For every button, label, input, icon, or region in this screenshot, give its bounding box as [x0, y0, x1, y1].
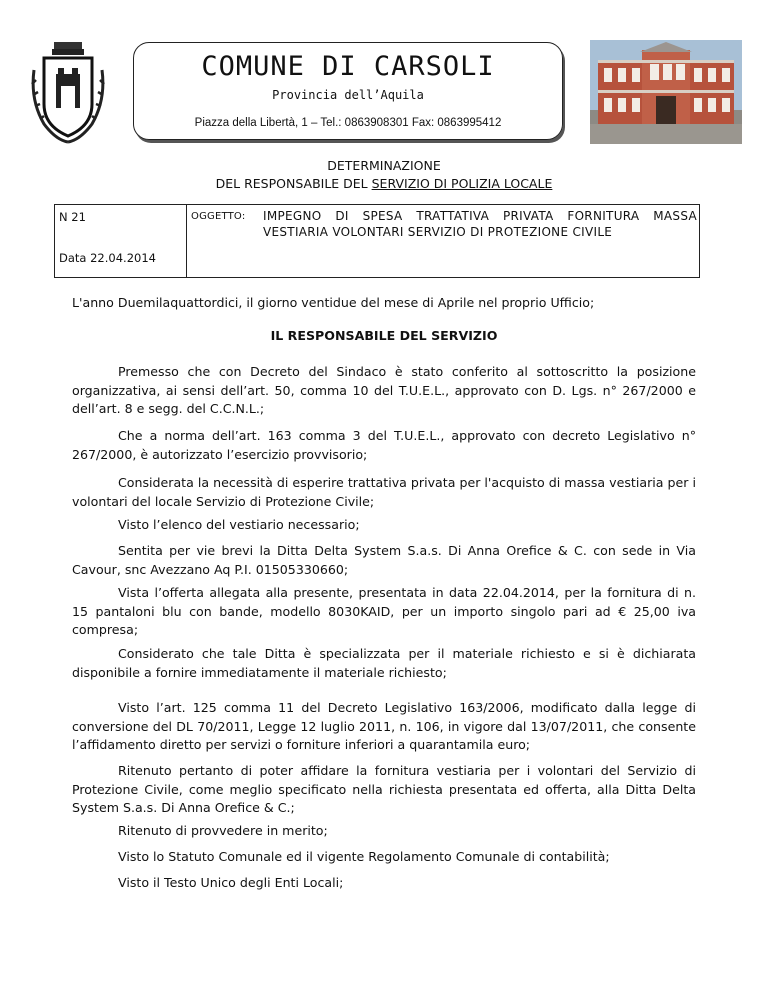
paragraph-statuto: Visto lo Statuto Comunale ed il vigente Regolamento Comunale di contabilità; — [118, 849, 610, 864]
paragraph-ditta: Sentita per vie brevi la Ditta Delta System S.a.s. Di Anna Orefice & C. con sede in Via Cavour, snc Avezzano Aq P.I. 01505330660; — [72, 543, 696, 577]
municipal-crest-icon — [30, 40, 106, 146]
paragraph-offerta: Vista l’offerta allegata alla presente, presentata in data 22.04.2014, per la fornitura di n. 15 pantaloni blu con bande, modello 8030KAID, per un importo singolo pari ad € 25,00 iva compresa; — [72, 585, 696, 638]
office-prefix: DEL RESPONSABILE DEL — [215, 176, 372, 191]
determination-meta-box — [54, 204, 700, 278]
meta-left-cell — [55, 205, 187, 277]
town-hall-photo — [590, 40, 742, 144]
paragraph-testo-unico: Visto il Testo Unico degli Enti Locali; — [118, 875, 344, 890]
letterhead-box — [133, 42, 563, 140]
responsible-office-line — [0, 176, 768, 192]
paragraph-elenco: Visto l’elenco del vestiario necessario; — [118, 517, 360, 532]
paragraph-considerata: Considerata la necessità di esperire trattativa privata per l'acquisto di massa vestiaria per i volontari del locale Servizio di Protezione Civile; — [72, 475, 696, 509]
paragraph-affidamento: Ritenuto pertanto di poter affidare la fornitura vestiaria per i volontari del Servizio di Protezione Civile, come meglio specificato nella richiesta presentata ed offerta, alla Ditta Delta System S.a.s. Di Anna Orefice & C.; — [72, 763, 696, 816]
paragraph-premesso: Premesso che con Decreto del Sindaco è stato conferito al sottoscritto la posizione organizzativa, ai sensi dell’art. 50, comma 10 del T.U.E.L., approvato con D. Lgs. n° 267/2000 e dell’art. 8 e segg. del C.C.N.L.; — [72, 364, 696, 417]
contact-address: Piazza della Libertà, 1 – Tel.: 0863908301 Fax: 0863995412 — [194, 117, 502, 129]
paragraph-art-125: Visto l’art. 125 comma 11 del Decreto Legislativo 163/2006, modificato dalla legge di conversione del DL 70/2011, Legge 12 luglio 2011, n. 106, in vigore dal 13/07/2011, che consente l’affidamento diretto per servizi o forniture inferiori a quarantamila euro; — [72, 700, 696, 753]
province-subtitle: Provincia dell’Aquila — [272, 88, 424, 102]
subject-text: IMPEGNO DI SPESA TRATTATIVA PRIVATA FORNITURA MASSA VESTIARIA VOLONTARI SERVIZIO DI PROTEZIONE CIVILE — [263, 209, 697, 239]
section-heading: IL RESPONSABILE DEL SERVIZIO — [270, 328, 498, 343]
determination-title: DETERMINAZIONE — [327, 158, 441, 173]
paragraph-provvedere: Ritenuto di provvedere in merito; — [118, 823, 328, 838]
paragraph-specializzata: Considerato che tale Ditta è specializzata per il materiale richiesto e si è dichiarata disponibile a fornire immediatamente il materiale richiesto; — [72, 646, 696, 680]
determination-number: N 21 — [59, 210, 86, 224]
determination-date: Data 22.04.2014 — [59, 251, 156, 265]
office-name: SERVIZIO DI POLIZIA LOCALE — [371, 176, 553, 191]
paragraph-esercizio-provvisorio: Che a norma dell’art. 163 comma 3 del T.U.E.L., approvato con decreto Legislativo n° 267/2000, è autorizzato l’esercizio provvisorio; — [72, 428, 696, 462]
municipality-title: COMUNE DI CARSOLI — [201, 51, 495, 82]
subject-label: OGGETTO: — [191, 211, 246, 222]
intro-paragraph: L'anno Duemilaquattordici, il giorno ventidue del mese di Aprile nel proprio Ufficio; — [72, 295, 595, 310]
